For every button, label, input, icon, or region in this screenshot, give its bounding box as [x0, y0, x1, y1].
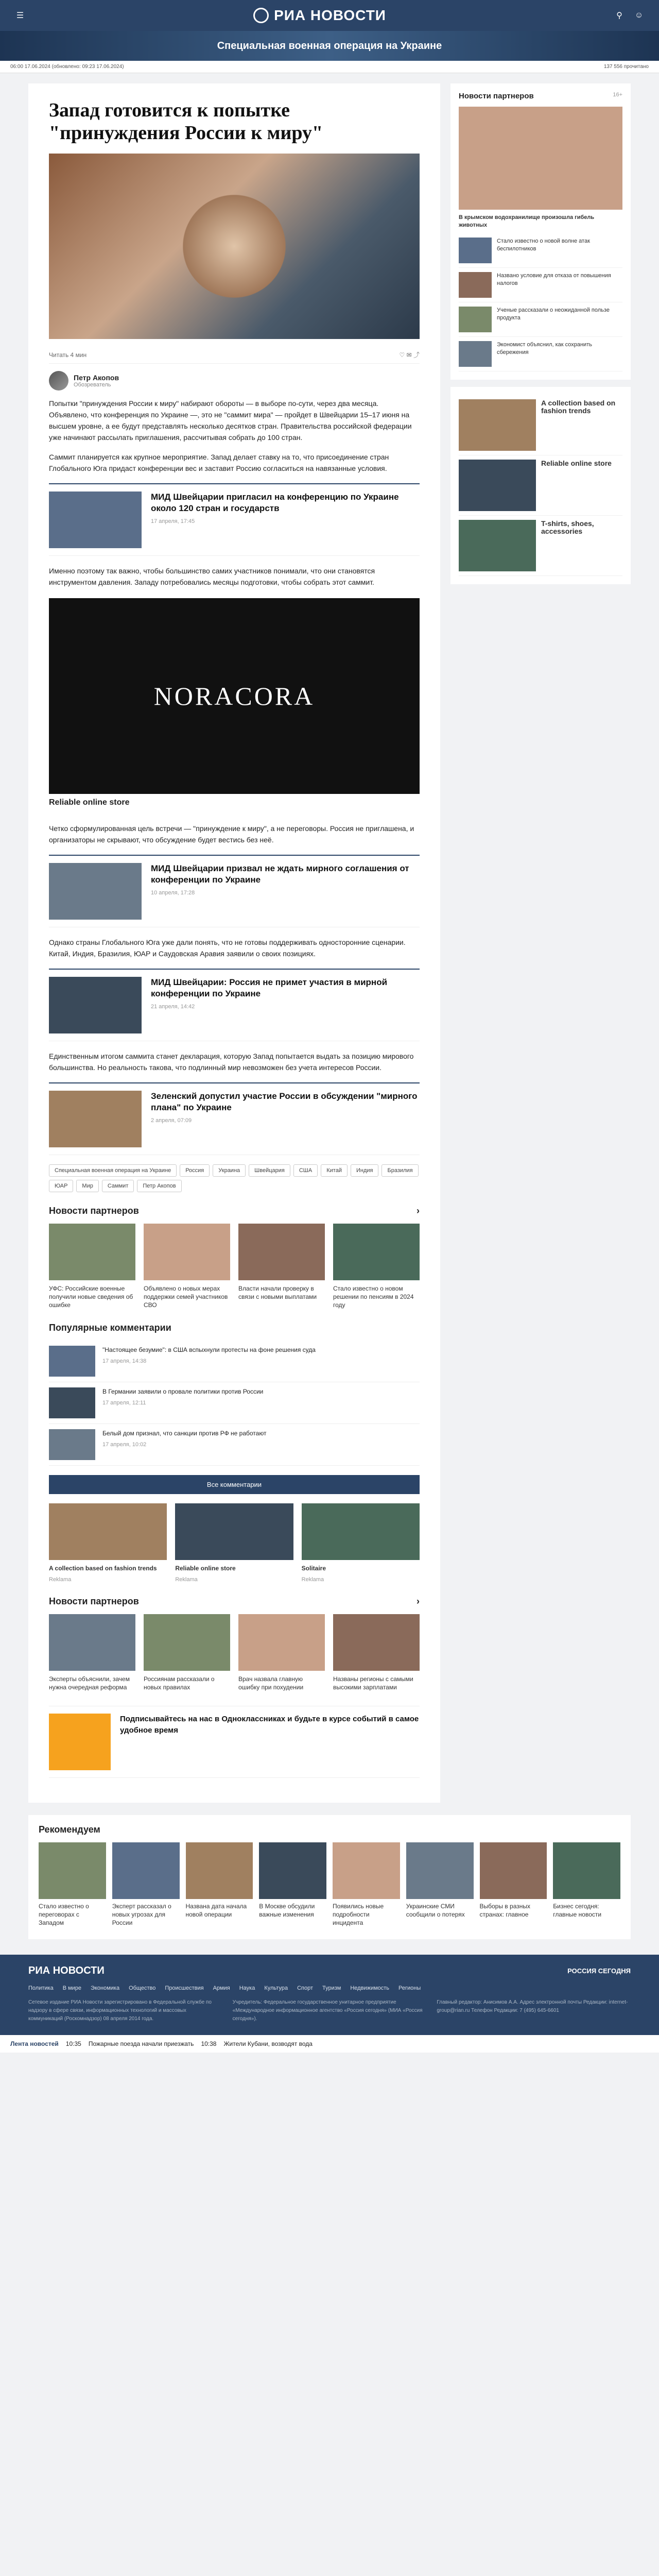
- sidebar-item[interactable]: Названо условие для отказа от повышения налогов: [459, 268, 622, 302]
- footer-link[interactable]: Экономика: [91, 1985, 120, 1991]
- news-ticker: [0, 2033, 659, 2053]
- ad-card[interactable]: Reliable online store Reklama: [175, 1503, 293, 1583]
- tag[interactable]: Саммит: [102, 1180, 134, 1192]
- card-image: [238, 1224, 325, 1280]
- ticker-time: 10:38: [201, 2040, 217, 2047]
- rec-card[interactable]: В Москве обсудили важные изменения: [259, 1842, 326, 1927]
- partner-card[interactable]: Врач назвала главную ошибку при похудении: [238, 1614, 325, 1691]
- comments-list: [49, 1341, 420, 1466]
- paragraph: Однако страны Глобального Юга уже дали понять, что не готовы поддерживать односторонние сценарии. Китай, Индия, Бразилия, ЮАР и Саудовская Аравия заявили о своих позициях.: [49, 938, 406, 958]
- embed-image: [49, 492, 142, 548]
- ad-card[interactable]: A collection based on fashion trends Reklama: [49, 1503, 167, 1583]
- related-embed[interactable]: [49, 969, 420, 1041]
- partners-heading: Новости партнеров ›: [49, 1206, 420, 1216]
- embed-title[interactable]: МИД Швейцарии: Россия не примет участия в мирной конференции по Украине: [151, 977, 388, 998]
- avatar: [49, 371, 68, 391]
- footer-link[interactable]: Культура: [264, 1985, 288, 1991]
- paragraph: Саммит планируется как крупное мероприятие. Запад делает ставку на то, что присоединение стран Глобального Юга придаст конференции вес и заставит Россию согласиться на навязанные условия.: [49, 453, 389, 472]
- related-embed[interactable]: [49, 483, 420, 556]
- tag[interactable]: Россия: [180, 1164, 210, 1177]
- footer-link[interactable]: Спорт: [297, 1985, 313, 1991]
- hero-image: [49, 154, 420, 339]
- sidebar-ad[interactable]: T-shirts, shoes, accessories: [459, 516, 622, 576]
- comment-item[interactable]: "Настоящее безумие": в США вспыхнули протесты на фоне решения суда 17 апреля, 14:38: [49, 1341, 420, 1382]
- card-image: [49, 1224, 135, 1280]
- partner-card[interactable]: Объявлено о новых мерах поддержки семей участников СВО: [144, 1224, 230, 1309]
- tag[interactable]: США: [293, 1164, 318, 1177]
- globe-icon: [253, 8, 269, 23]
- subscribe-text[interactable]: Подписывайтесь на нас в Одноклассниках и будьте в курсе событий в самое удобное время: [120, 1715, 419, 1735]
- subscribe-block[interactable]: [49, 1706, 420, 1778]
- tag[interactable]: Китай: [321, 1164, 348, 1177]
- rec-card[interactable]: Эксперт рассказал о новых угрозах для России: [112, 1842, 180, 1927]
- ticker-item[interactable]: Жители Кубани, возводят вода: [223, 2040, 313, 2047]
- ticker-time: 10:35: [65, 2040, 81, 2047]
- ad-title[interactable]: Reliable online store: [49, 798, 130, 807]
- tag[interactable]: Индия: [351, 1164, 379, 1177]
- recommended-section: [28, 1815, 631, 1939]
- tag-list: [49, 1164, 420, 1192]
- sidebar-item[interactable]: Экономист объяснил, как сохранить сбережения: [459, 337, 622, 371]
- author-block[interactable]: [49, 364, 420, 398]
- tag[interactable]: Швейцария: [249, 1164, 290, 1177]
- footer-link[interactable]: Наука: [239, 1985, 255, 1991]
- comments-heading: Популярные комментарии: [49, 1323, 171, 1333]
- sidebar-ad[interactable]: A collection based on fashion trends: [459, 395, 622, 455]
- embed-date: 17 апреля, 17:45: [151, 518, 195, 524]
- chevron-right-icon[interactable]: ›: [417, 1206, 420, 1216]
- rec-card[interactable]: Стало известно о переговорах с Западом: [39, 1842, 106, 1927]
- footer-contacts: Главный редактор: Анисимов А.А. Адрес электронной почты Редакции: internet-group@rian.ru Телефон Редакции: 7 (495) 645-6601: [437, 1999, 628, 2013]
- footer-legal: Учредитель: Федеральное государственное унитарное предприятие «Международное информационное агентство «Россия сегодня» (МИА «Россия сегодня»).: [232, 1999, 423, 2022]
- sidebar-item[interactable]: Ученые рассказали о неожиданной пользе продукта: [459, 302, 622, 337]
- footer-link[interactable]: Недвижимость: [350, 1985, 390, 1991]
- tag[interactable]: Украина: [213, 1164, 246, 1177]
- partners2-grid: [49, 1614, 420, 1691]
- subbar: [0, 61, 659, 73]
- tag[interactable]: Бразилия: [381, 1164, 418, 1177]
- publish-date: 06:00 17.06.2024 (обновлено: 09:23 17.06.2024): [10, 64, 124, 70]
- embed-title[interactable]: МИД Швейцарии призвал не ждать мирного соглашения от конференции по Украине: [151, 863, 409, 885]
- embed-image: [49, 977, 142, 1033]
- partner-card[interactable]: Стало известно о новом решении по пенсиям в 2024 году: [333, 1224, 420, 1309]
- sidebar-heading: Новости партнеров 16+: [459, 92, 622, 100]
- comment-item[interactable]: В Германии заявили о провале политики против России 17 апреля, 12:11: [49, 1382, 420, 1424]
- share-icons[interactable]: ♡ ✉ ⤴: [399, 351, 420, 359]
- menu-icon[interactable]: ☰: [16, 11, 24, 20]
- rec-card[interactable]: Появились новые подробности инцидента: [333, 1842, 400, 1927]
- comment-item[interactable]: Белый дом признал, что санкции против РФ не работают 17 апреля, 10:02: [49, 1424, 420, 1466]
- embed-title[interactable]: МИД Швейцарии пригласил на конференцию по Украине около 120 стран и государств: [151, 492, 399, 513]
- footer-link[interactable]: В мире: [62, 1985, 82, 1991]
- sidebar-lead-image[interactable]: [459, 107, 622, 210]
- partners-grid: [49, 1224, 420, 1309]
- embed-title[interactable]: Зеленский допустил участие России в обсуждении "мирного плана" по Украине: [151, 1091, 418, 1112]
- recommended-heading: Рекомендуем: [39, 1824, 100, 1835]
- partners2-heading: Новости партнеров ›: [49, 1596, 420, 1606]
- partner-card[interactable]: УФС: Российские военные получили новые сведения об ошибке: [49, 1224, 135, 1309]
- read-time: Читать 4 мин: [49, 351, 87, 359]
- rec-card[interactable]: Бизнес сегодня: главные новости: [553, 1842, 620, 1927]
- search-icon[interactable]: ⚲: [616, 11, 622, 20]
- chevron-right-icon[interactable]: ›: [417, 1596, 420, 1606]
- footer-logo[interactable]: РИА НОВОСТИ: [28, 1965, 105, 1976]
- rec-card[interactable]: Названа дата начала новой операции: [186, 1842, 253, 1927]
- footer-nav: [28, 1985, 631, 1991]
- site-logo[interactable]: [253, 7, 386, 24]
- article-main: [28, 83, 440, 1803]
- ads-row: [49, 1503, 420, 1583]
- embed-image: [49, 1091, 142, 1147]
- ad-banner[interactable]: NORACORA: [49, 598, 420, 794]
- ticker-label[interactable]: Лента новостей: [10, 2040, 59, 2047]
- view-count: 137 556 прочитано: [603, 64, 649, 70]
- rec-card[interactable]: Украинские СМИ сообщили о потерях: [406, 1842, 474, 1927]
- related-embed[interactable]: [49, 855, 420, 927]
- tag[interactable]: Специальная военная операция на Украине: [49, 1164, 177, 1177]
- all-comments-button[interactable]: Все комментарии: [49, 1475, 420, 1494]
- card-image: [144, 1224, 230, 1280]
- footer-link[interactable]: Регионы: [398, 1985, 421, 1991]
- article-title: Запад готовится к попытке "принуждения России к миру": [49, 99, 323, 144]
- partner-card[interactable]: Россиянам рассказали о новых правилах: [144, 1614, 230, 1691]
- sidebar-ad[interactable]: Reliable online store: [459, 455, 622, 516]
- embed-date: 10 апреля, 17:28: [151, 890, 195, 896]
- card-image: [333, 1224, 420, 1280]
- paragraph: Попытки "принуждения России к миру" набирают обороты — в выборе по-сути, через два месяца. Объявлено, что конференция по Украине ―, это не "саммит мира" ― пройдет в Швейцарии 15–17 июня на высшем уровне, а ее будут представлять несколько десятков стран. Правительства российской федерации уже начинают рассылать приглашения, рассчитывая собрать до 100 стран.: [49, 399, 412, 442]
- embed-date: 21 апреля, 14:42: [151, 1004, 195, 1010]
- author-name[interactable]: Петр Акопов: [74, 374, 119, 382]
- related-embed[interactable]: [49, 1082, 420, 1155]
- footer-partner-logo[interactable]: РОССИЯ СЕГОДНЯ: [567, 1967, 631, 1975]
- partner-card[interactable]: Власти начали проверку в связи с новыми выплатами: [238, 1224, 325, 1309]
- footer-link[interactable]: Политика: [28, 1985, 54, 1991]
- paragraph: Единственным итогом саммита станет декларация, которую Запад попытается выдать за позицию мирового большинства. Но реальность такова, что подлинный мир невозможен без учета интересов России.: [49, 1052, 414, 1072]
- topic-banner[interactable]: Специальная военная операция на Украине: [0, 31, 659, 61]
- sidebar-item[interactable]: Стало известно о новой волне атак беспилотников: [459, 233, 622, 268]
- logo-text: РИА НОВОСТИ: [274, 7, 386, 23]
- ad-card[interactable]: Solitaire Reklama: [302, 1503, 420, 1583]
- sidebar-lead-text[interactable]: В крымском водохранилище произошла гибель животных: [459, 214, 595, 228]
- partner-card[interactable]: Эксперты объяснили, зачем нужна очередная реформа: [49, 1614, 135, 1691]
- sidebar-ads: [450, 387, 631, 584]
- user-icon[interactable]: ☺: [634, 11, 644, 20]
- tag[interactable]: ЮАР: [49, 1180, 73, 1192]
- ticker-item[interactable]: Пожарные поезда начали приезжать: [88, 2040, 194, 2047]
- footer-link[interactable]: Туризм: [322, 1985, 341, 1991]
- sidebar: [450, 83, 631, 1803]
- paragraph: Именно поэтому так важно, чтобы большинство самих участников понимали, что они становятся инструментом давления. Западу потребовались месяцы подготовки, чтобы собрать этот саммит.: [49, 567, 375, 586]
- paragraph: Четко сформулированная цель встречи — "принуждение к миру", а не переговоры. Россия не приглашена, и организаторы не скрывают, что обсуждение будет вестись без неё.: [49, 824, 414, 844]
- footer-legal: Сетевое издание РИА Новости зарегистрировано в Федеральной службе по надзору в сфере связи, информационных технологий и массовых коммуникаций (Роскомнадзор) 08 апреля 2014 года.: [28, 1999, 212, 2022]
- tag[interactable]: Мир: [76, 1180, 98, 1192]
- footer-link[interactable]: Армия: [213, 1985, 230, 1991]
- odnoklassniki-icon: [49, 1714, 111, 1770]
- partner-card[interactable]: Названы регионы с самыми высокими зарплатами: [333, 1614, 420, 1691]
- rec-card[interactable]: Выборы в разных странах: главное: [480, 1842, 547, 1927]
- embed-date: 2 апреля, 07:09: [151, 1117, 192, 1124]
- footer-link[interactable]: Общество: [129, 1985, 156, 1991]
- footer-link[interactable]: Происшествия: [165, 1985, 204, 1991]
- embed-image: [49, 863, 142, 920]
- tag[interactable]: Петр Акопов: [137, 1180, 181, 1192]
- site-header: [0, 0, 659, 61]
- site-footer: [0, 1955, 659, 2033]
- author-role: Обозреватель: [74, 382, 111, 388]
